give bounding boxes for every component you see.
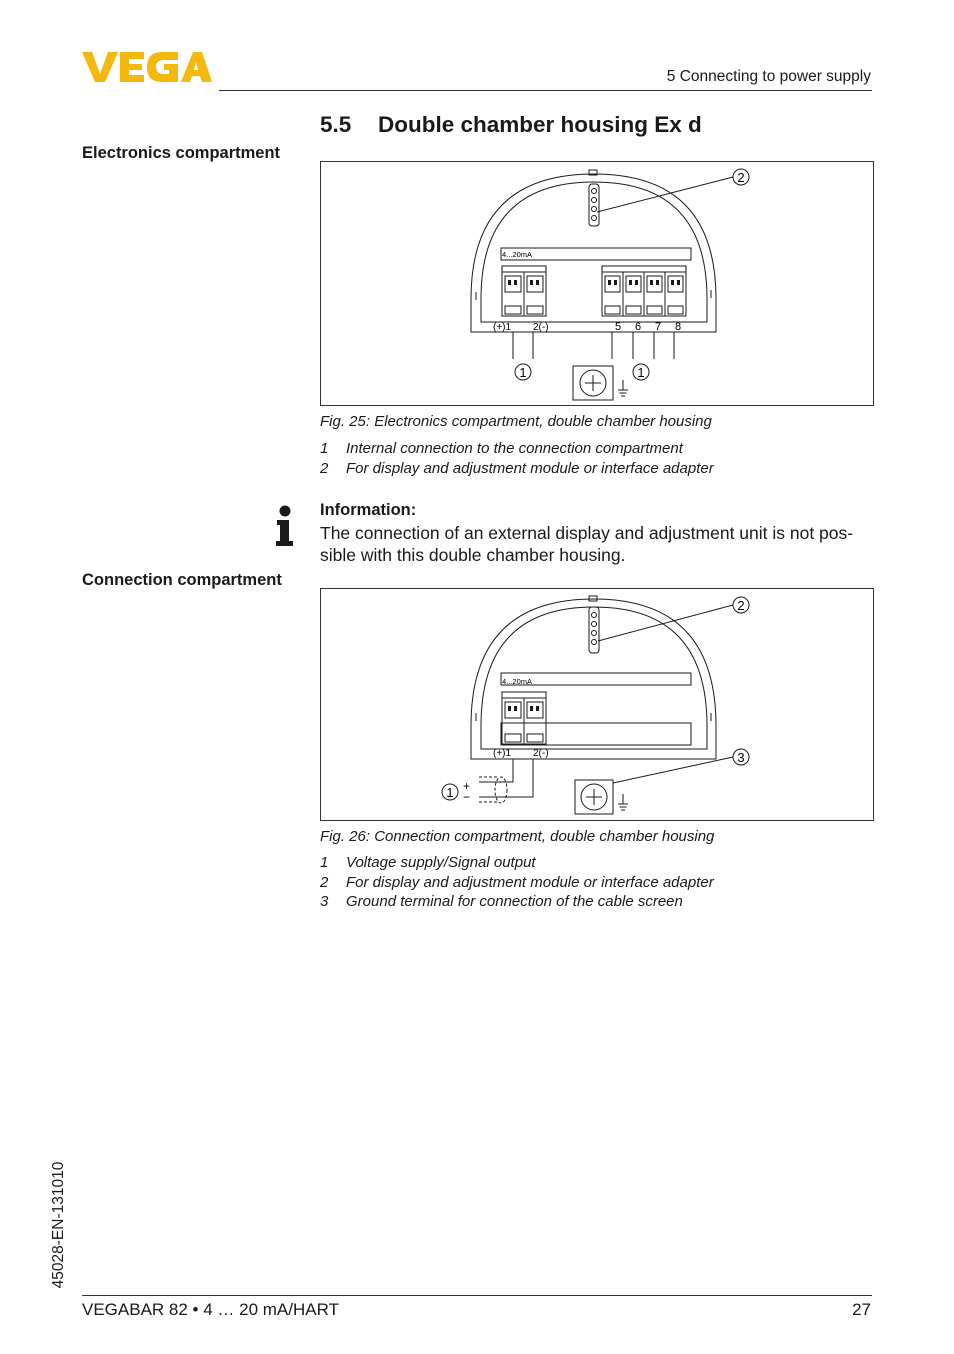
fig25-terminal-8: 8 (675, 321, 682, 333)
figure-26-caption: Fig. 26: Connection compartment, double chamber housing (320, 828, 715, 845)
section-title (320, 112, 702, 138)
side-label-connection: Connection compartment (82, 571, 282, 589)
legend-item: 1 Internal connection to the connection compartment (320, 440, 683, 457)
fig26-plus-sign: + (463, 779, 471, 793)
fig25-callout-2: 2 (737, 170, 745, 185)
legend-item: 2 For display and adjustment module or interface adapter (320, 459, 714, 477)
figure-25-box (320, 161, 874, 406)
chapter-header: 5 Connecting to power supply (666, 68, 871, 85)
figure-25-diagram (321, 162, 873, 405)
legend-item: 2 For display and adjustment module or interface adapter (320, 873, 714, 891)
fig26-board-label: 4...20mA (502, 677, 533, 686)
fig25-terminal-6: 6 (635, 321, 642, 333)
figure-26-legend (320, 853, 714, 912)
header-divider (219, 90, 872, 91)
fig25-terminal-minus-2: 2(-) (533, 322, 549, 333)
info-title: Information: (320, 501, 417, 519)
vega-logo (82, 50, 212, 84)
figure-25-legend (320, 439, 714, 478)
legend-item: 3 Ground terminal for connection of the cable screen (320, 893, 683, 910)
footer-product: VEGABAR 82 • 4 … 20 mA/HART (82, 1300, 339, 1319)
section-title-text: Double chamber housing Ex d (378, 112, 702, 137)
fig25-terminal-5: 5 (615, 321, 622, 333)
fig26-callout-1: 1 (446, 785, 454, 800)
document-id: 45028-EN-131010 (50, 1161, 67, 1289)
figure-26-diagram (321, 589, 873, 820)
footer-divider (82, 1295, 872, 1296)
fig26-terminal-minus-2: 2(-) (533, 748, 549, 759)
fig25-callout-1b: 1 (637, 365, 645, 380)
page-number: 27 (852, 1300, 871, 1319)
info-icon (272, 505, 298, 547)
section-number: 5.5 (320, 112, 352, 137)
fig25-callout-1a: 1 (519, 365, 527, 380)
fig26-terminal-plus-1: (+)1 (493, 748, 512, 759)
fig26-callout-2: 2 (737, 598, 745, 613)
fig26-minus-sign: − (463, 790, 471, 804)
info-body: The connection of an external display and adjustment unit is not pos-sible with this double chamber housing. (320, 523, 854, 565)
side-label-electronics: Electronics compartment (82, 144, 281, 162)
fig25-board-label: 4...20mA (502, 250, 533, 259)
fig26-callout-3: 3 (737, 750, 745, 765)
legend-item: 1 Voltage supply/Signal output (320, 854, 536, 871)
fig25-terminal-plus-1: (+)1 (493, 322, 512, 333)
fig25-terminal-7: 7 (655, 321, 662, 333)
figure-25-caption: Fig. 25: Electronics compartment, double chamber housing (320, 413, 712, 430)
figure-26-box (320, 588, 874, 821)
